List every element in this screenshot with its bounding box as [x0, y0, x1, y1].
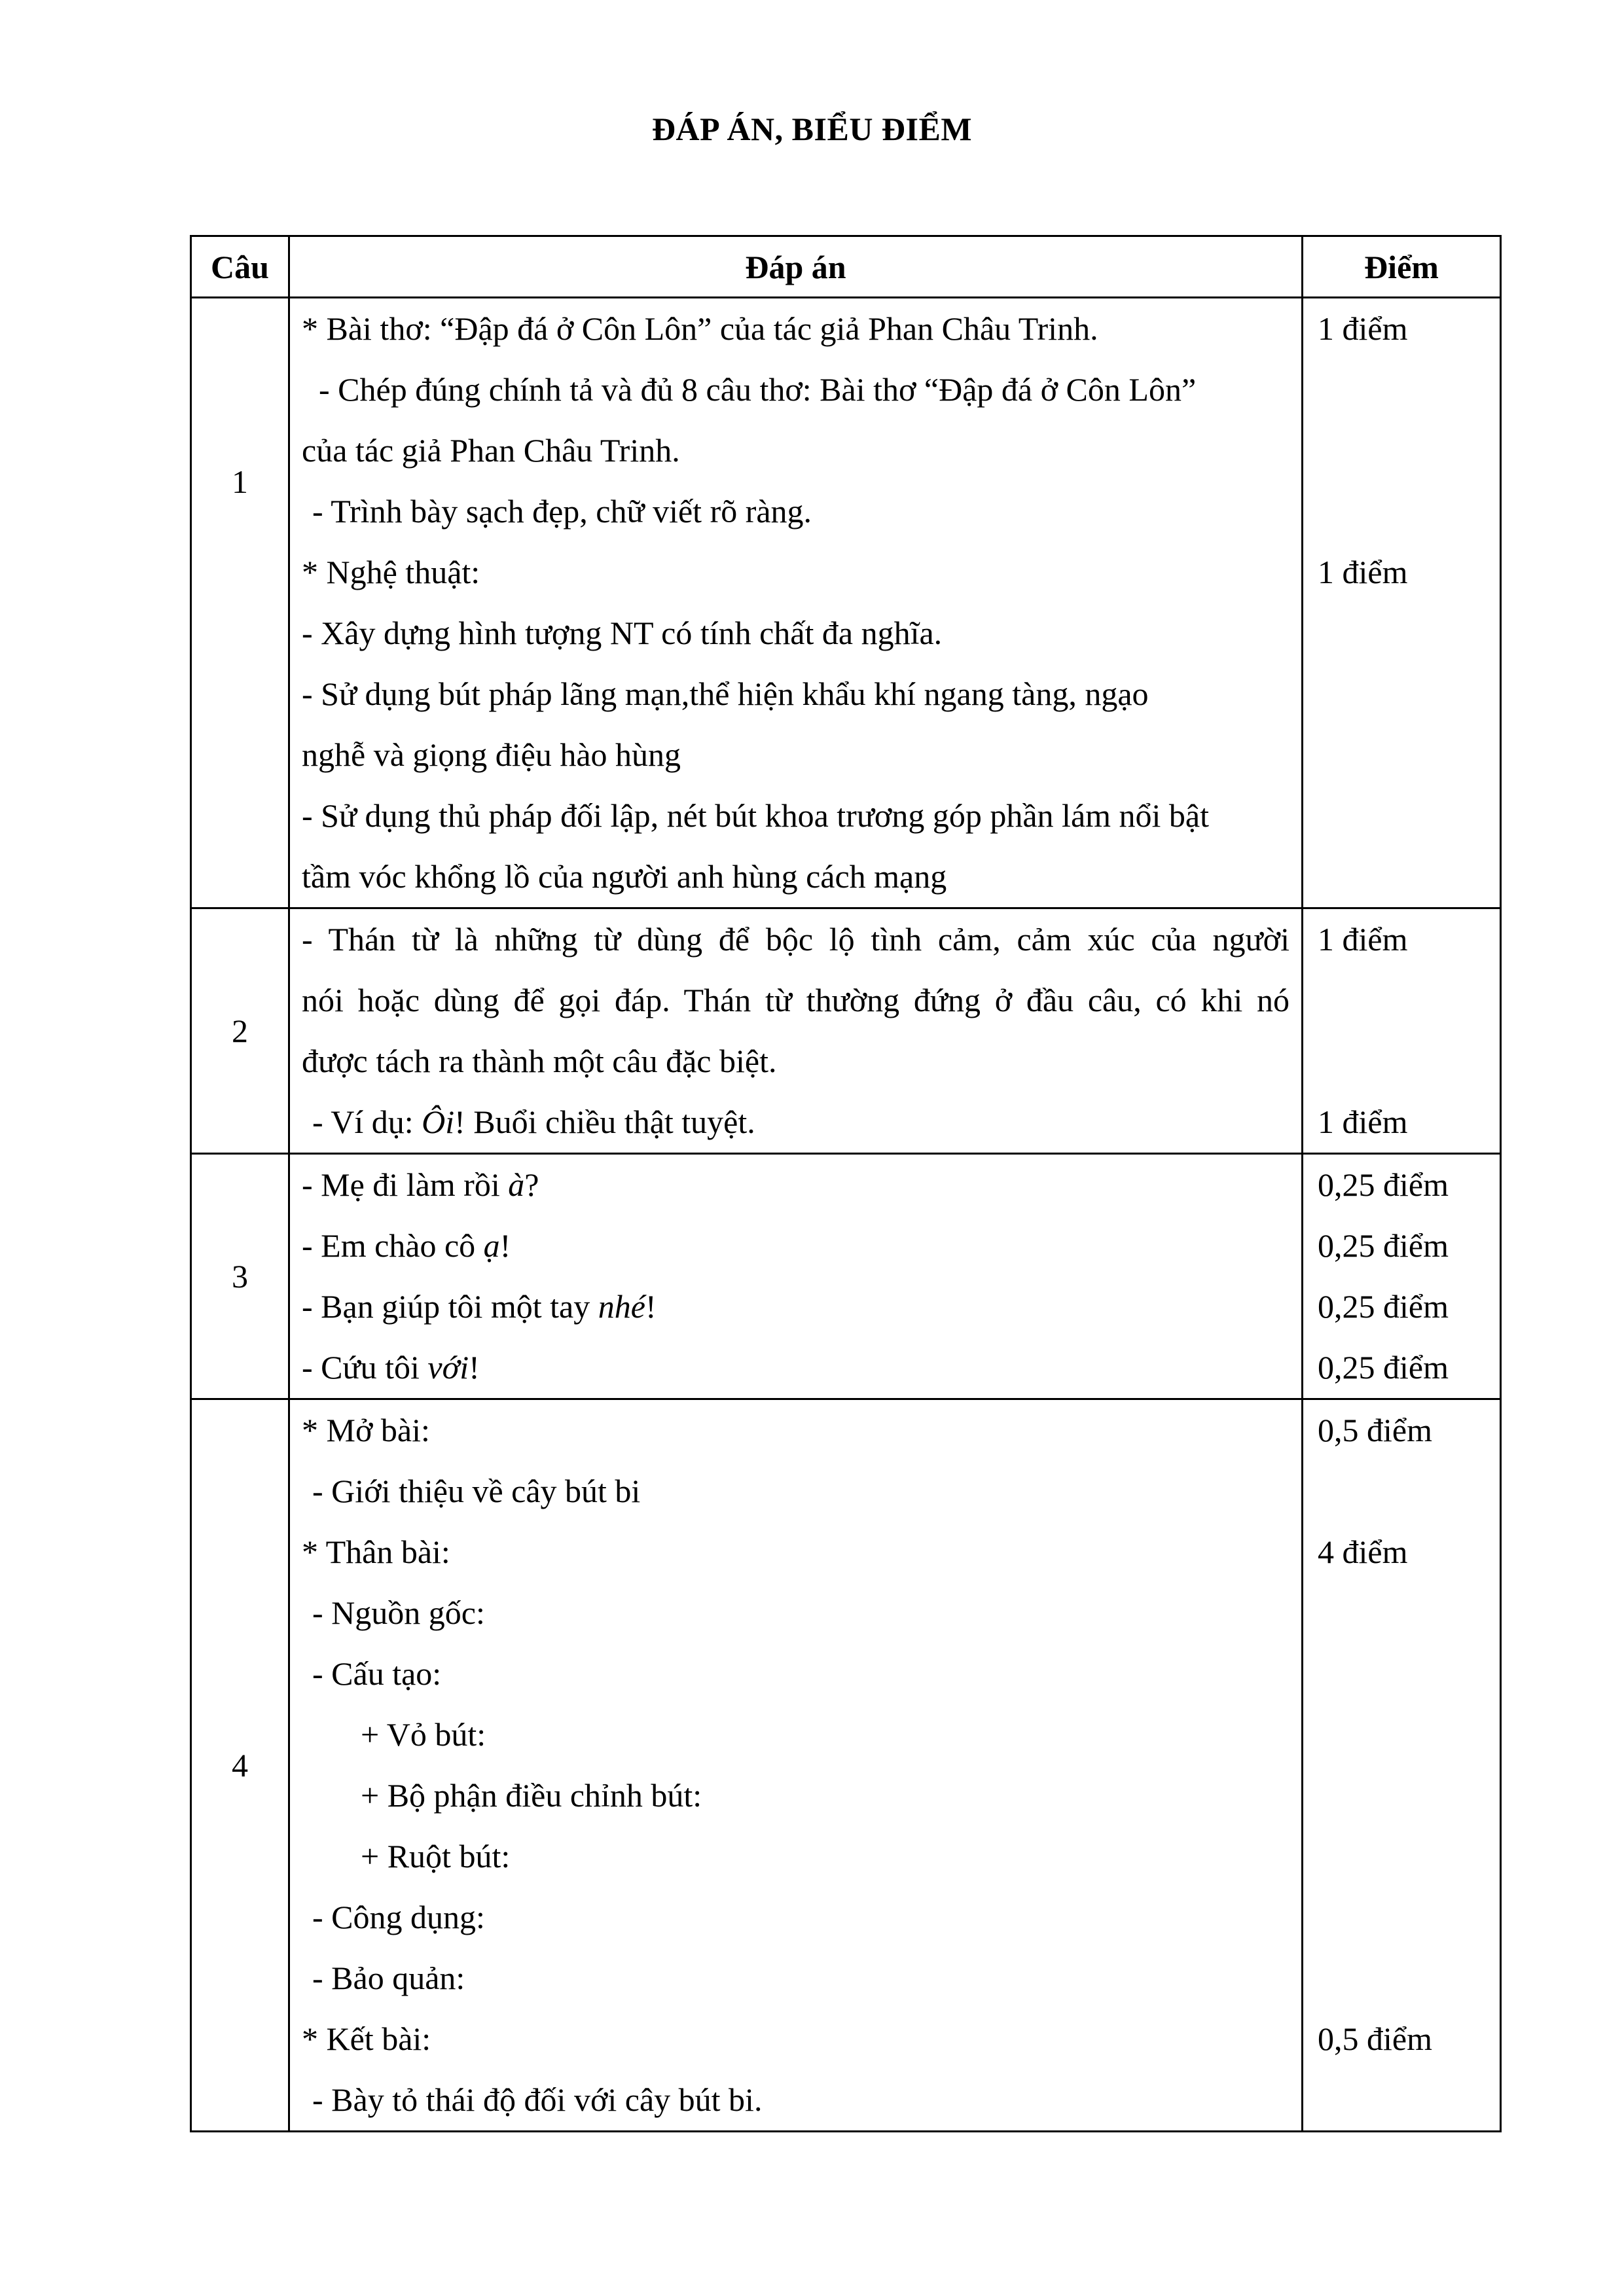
answer-line: + Vỏ bút: — [361, 1716, 486, 1753]
example-prefix: - Ví dụ: — [312, 1103, 422, 1140]
question-number-text: 1 — [232, 463, 248, 500]
answer-line: * Nghệ thuật: — [302, 554, 480, 590]
answer-line: - Trình bày sạch đẹp, chữ viết rõ ràng. — [312, 493, 812, 529]
answer-line: của tác giả Phan Châu Trinh. — [302, 432, 680, 469]
points-value: 1 điểm — [1318, 1103, 1408, 1140]
answer-line: - Mẹ đi làm rồi à? — [302, 1166, 539, 1203]
answer-cell — [289, 908, 1303, 1154]
answer-cell — [289, 1154, 1303, 1399]
table-header-row — [191, 236, 1501, 298]
question-number — [191, 298, 289, 908]
points-value: 0,25 điểm — [1318, 1166, 1449, 1203]
points-value: 0,25 điểm — [1318, 1349, 1449, 1386]
answer-line: - Bày tỏ thái độ đối với cây bút bi. — [312, 2081, 763, 2118]
answer-line: - Giới thiệu về cây bút bi — [312, 1473, 641, 1509]
points-value: 0,25 điểm — [1318, 1288, 1449, 1325]
answer-example — [290, 1092, 1301, 1153]
points-value: 0,5 điểm — [1318, 2020, 1432, 2057]
points-value: 4 điểm — [1318, 1534, 1408, 1570]
answer-table — [190, 235, 1502, 2132]
table-row — [191, 1154, 1501, 1399]
table-row — [191, 908, 1501, 1154]
points-cell — [1303, 1399, 1501, 2132]
answer-line: - Bạn giúp tôi một tay nhé! — [302, 1288, 657, 1325]
answer-line: được tách ra thành một câu đặc biệt. — [302, 1043, 777, 1079]
answer-line: - Nguồn gốc: — [312, 1594, 485, 1631]
answer-line: * Thân bài: — [302, 1534, 450, 1570]
answer-line: - Chép đúng chính tả và đủ 8 câu thơ: Bài thơ “Đập đá ở Côn Lôn” — [319, 371, 1197, 408]
header-diem: Điểm — [1303, 236, 1501, 298]
points-value: 1 điểm — [1318, 310, 1408, 347]
answer-line: + Bộ phận điều chỉnh bút: — [361, 1777, 702, 1814]
question-number: 2 — [191, 908, 289, 1154]
answer-line: * Kết bài: — [302, 2020, 431, 2057]
question-number: 3 — [191, 1154, 289, 1399]
answer-line: - Bảo quản: — [312, 1960, 465, 1996]
points-cell — [1303, 908, 1501, 1154]
answer-cell — [289, 1399, 1303, 2132]
example-suffix: ! Buổi chiều thật tuyệt. — [454, 1103, 755, 1140]
example-italic: Ôi — [422, 1103, 455, 1140]
points-value: 1 điểm — [1318, 554, 1408, 590]
answer-line: - Công dụng: — [312, 1899, 485, 1935]
answer-line: tầm vóc khổng lồ của người anh hùng cách mạng — [302, 858, 947, 895]
answer-line: nói hoặc dùng để gọi đáp. Thán từ thường đứng ở đầu câu, có khi nó — [302, 982, 1290, 1018]
points-value: 0,25 điểm — [1318, 1227, 1449, 1264]
header-dap-an: Đáp án — [289, 236, 1303, 298]
answer-line: + Ruột bút: — [361, 1838, 511, 1874]
answer-line: - Em chào cô ạ! — [302, 1227, 511, 1264]
table-row — [191, 298, 1501, 908]
answer-line: * Bài thơ: “Đập đá ở Côn Lôn” của tác giả Phan Châu Trinh. — [302, 310, 1098, 347]
answer-line: - Thán từ là những từ dùng để bộc lộ tình cảm, cảm xúc của người — [302, 921, 1290, 958]
points-value: 1 điểm — [1318, 921, 1408, 958]
answer-line: - Sử dụng thủ pháp đối lập, nét bút khoa trương góp phần lám nổi bật — [302, 797, 1210, 834]
answer-line: * Mở bài: — [302, 1412, 430, 1448]
points-cell — [1303, 298, 1501, 908]
answer-line: - Cứu tôi với! — [302, 1349, 480, 1386]
table-row — [191, 1399, 1501, 2132]
points-cell — [1303, 1154, 1501, 1399]
answer-line: - Cấu tạo: — [312, 1655, 442, 1692]
header-cau: Câu — [191, 236, 289, 298]
answer-line: - Xây dựng hình tượng NT có tính chất đa nghĩa. — [302, 615, 943, 651]
answer-line: - Sử dụng bút pháp lãng mạn,thể hiện khẩu khí ngang tàng, ngạo — [302, 675, 1149, 712]
answer-line: nghễ và giọng điệu hào hùng — [302, 736, 681, 773]
points-value: 0,5 điểm — [1318, 1412, 1432, 1448]
page-title: ĐÁP ÁN, BIỂU ĐIỂM — [651, 111, 973, 147]
question-number: 4 — [191, 1399, 289, 2132]
answer-cell — [289, 298, 1303, 908]
